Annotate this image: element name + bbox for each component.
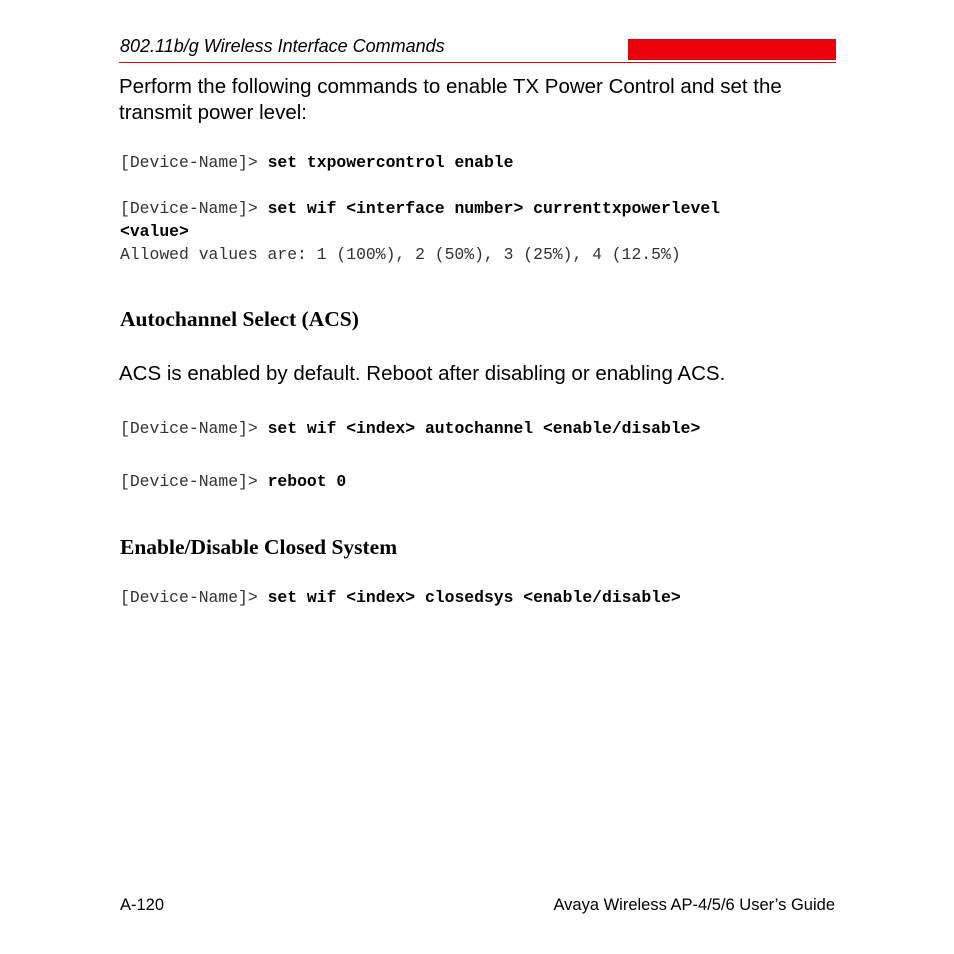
header-rule <box>119 62 836 63</box>
intro-line-1: Perform the following commands to enable TX Power Control and set the <box>119 75 782 98</box>
command-text-continued: <value> <box>120 222 189 241</box>
page-number: A-120 <box>120 896 165 914</box>
cli-prompt: [Device-Name]> <box>120 472 258 491</box>
cli-prompt: [Device-Name]> <box>120 199 258 218</box>
acs-description: ACS is enabled by default. Reboot after disabling or enabling ACS. <box>119 362 726 385</box>
cli-prompt: [Device-Name]> <box>120 153 258 172</box>
command-text: set wif <interface number> currenttxpowerlevel <box>267 199 721 218</box>
command-text: set wif <index> autochannel <enable/disable> <box>267 419 701 438</box>
command-currenttxpowerlevel <box>120 199 720 218</box>
cli-prompt: [Device-Name]> <box>120 419 258 438</box>
command-text: reboot 0 <box>267 472 347 491</box>
intro-paragraph <box>119 74 782 126</box>
guide-title: Avaya Wireless AP-4/5/6 User’s Guide <box>553 896 835 914</box>
section-heading-acs: Autochannel Select (ACS) <box>120 307 359 331</box>
cli-prompt: [Device-Name]> <box>120 588 258 607</box>
command-txpowercontrol <box>120 153 513 172</box>
section-heading-closed-system: Enable/Disable Closed System <box>120 535 398 559</box>
allowed-values-text: Allowed values are: 1 (100%), 2 (50%), 3 (25%), 4 (12.5%) <box>120 245 681 264</box>
command-text: set txpowercontrol enable <box>267 153 514 172</box>
header-red-bar <box>628 39 836 60</box>
command-reboot <box>120 472 346 491</box>
running-header-title: 802.11b/g Wireless Interface Commands <box>120 36 445 56</box>
command-closedsys <box>120 588 681 607</box>
command-autochannel <box>120 419 700 438</box>
command-text: set wif <index> closedsys <enable/disable> <box>267 588 681 607</box>
intro-line-2: transmit power level: <box>119 101 307 124</box>
